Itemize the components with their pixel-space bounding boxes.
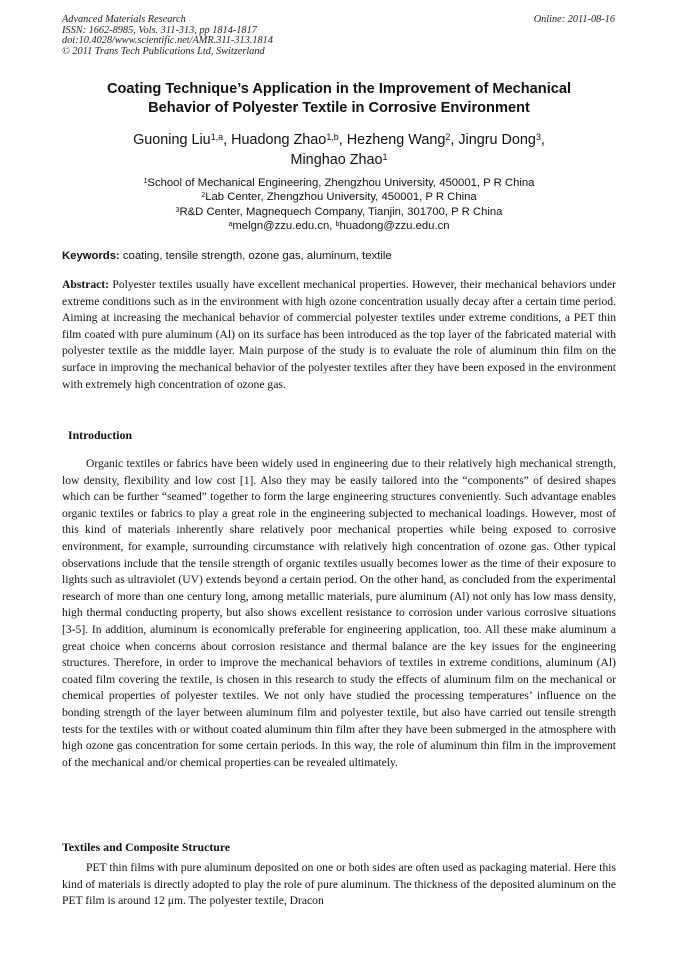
affiliation-sup: 3 [175,206,180,214]
paper-title [62,80,616,118]
author-emails [62,219,616,233]
author-sup: 1 [382,151,388,162]
affiliation-sup: 1 [143,177,148,185]
affiliation [62,190,616,204]
textiles-paragraph: PET thin films with pure aluminum deposited on one or both sides are often used as packaging material. Here this kind of materials is directly adopted to play the role of pure aluminum. The thickness of the deposited aluminum on the PET film is around 12 μm. The polyester textile, Dracon [62,861,616,908]
keywords-text: coating, tensile strength, ozone gas, aluminum, textile [119,250,392,262]
keywords [62,249,392,263]
author-name: Jingru Dong [458,132,536,148]
email-a: melgn@zzu.edu.cn, [232,220,336,233]
author-separator: , [338,132,347,148]
abstract-label: Abstract: [62,278,110,291]
author-name: Hezheng Wang [346,132,446,148]
author-sup: 2 [445,131,451,142]
online-date: Online: 2011-08-16 [533,14,615,25]
affiliation-text: R&D Center, Magnequech Company, Tianjin, 301700, P R China [179,205,503,218]
author-name: Minghao Zhao [290,152,383,168]
journal-copyright: © 2011 Trans Tech Publications Ltd, Switzerland [62,45,265,57]
author-line-1 [62,130,616,150]
affiliation-sup: 2 [201,192,206,200]
journal-header [62,15,273,57]
affiliation-text: Lab Center, Zhengzhou University, 450001, P R China [205,191,477,204]
section-heading-introduction: Introduction [68,428,133,442]
affiliation [62,176,616,190]
author-separator: , [450,132,459,148]
affiliation-text: School of Mechanical Engineering, Zhengzhou University, 450001, P R China [147,177,535,189]
email-b: huadong@zzu.edu.cn [339,220,450,233]
author-sup: 1,a [210,131,224,142]
email-sup: b [335,221,340,229]
author-line-2 [62,150,616,170]
author-name: Guoning Liu [133,132,211,148]
affiliations [62,176,616,234]
author-list [62,130,616,170]
section-heading-textiles: Textiles and Composite Structure [62,840,231,854]
author-name: Huadong Zhao [231,132,327,148]
author-sup: 1,b [326,131,339,142]
keywords-label: Keywords: [62,250,120,262]
author-separator: , [223,132,232,148]
journal-name: Advanced Materials Research [62,14,186,25]
journal-issn: ISSN: 1662-8985, Vols. 311-313, pp 1814-1817 [62,24,257,36]
title-line-2: Behavior of Polyester Textile in Corrosive Environment [148,100,530,116]
introduction-paragraph: Organic textiles or fabrics have been widely used in engineering due to their relatively high mechanical strength, low density, flexibility and low cost [1]. Also they may be easily tailored into the “components” of desired shapes which can be further “seamed” together to form the large engineering structures conveniently. Such advantage enables organic textiles or fabrics to play a great role in the engineering subjected to mechanical loadings. However, most of this kind of materials inherently share relatively poor mechanical properties while being exposed to corrosive environment, for example, surrounding circumstance with relatively high concentration of ozone gas. Other typical observations include that the tensile strength of organic textiles usually becomes lower as the time of their exposure to lights such as ultraviolet (UV) extends beyond a certain period. On the other hand, as concluded from the experimental research of more than one century long, among metallic materials, pure aluminum (Al) not only has low mass density, high thermal conducting property, but also shows excellent resistance to corrosion under various corrosive situations [3-5]. In addition, aluminum is economically preferable for engineering application, too. All these make aluminum a great choice when concerns about corrosion resistance and thermal balance are the key issues for the engineering structures. Therefore, in order to improve the mechanical behaviors of textiles in extreme conditions, aluminum (Al) coated film covering the textile, is chosen in this research to study the effects of aluminum film on the mechanical or chemical properties of polyester textiles. We not only have studied the processing temperatures’ influence on the bonding strength of the layer between aluminum film and polyester textile, but also have carried out tensile strength tests for the textiles with or without coated aluminum thin film after they have been submerged in the atmosphere with high ozone gas concentration for some certain periods. In this way, the role of aluminum thin film in the improvement of the mechanical and/or chemical properties can be revealed ultimately. [62,457,616,769]
author-sup: 3 [535,131,541,142]
email-sup: a [228,221,233,229]
author-separator: , [540,132,545,148]
affiliation [62,205,616,219]
title-line-1: Coating Technique’s Application in the Improvement of Mechanical [106,81,572,97]
abstract-text: Polyester textiles usually have excellent mechanical properties. However, their mechanical behaviors under extreme conditions such as in the environment with high ozone concentration usually decay after a certain time period. Aiming at increasing the mechanical behavior of commercial polyester textiles under extreme conditions, a PET thin film coated with pure aluminum (Al) on its surface has been introduced as the top layer of the fabricated material with polyester textile as the middle layer. Main purpose of the study is to evaluate the role of aluminum thin film on the surface in improving the mechanical behavior of the polyester textiles after they have been exposed in the environment with extremely high concentration of ozone gas. [62,278,616,391]
abstract [62,277,616,393]
journal-doi: doi:10.4028/www.scientific.net/AMR.311-313.1814 [62,35,273,47]
